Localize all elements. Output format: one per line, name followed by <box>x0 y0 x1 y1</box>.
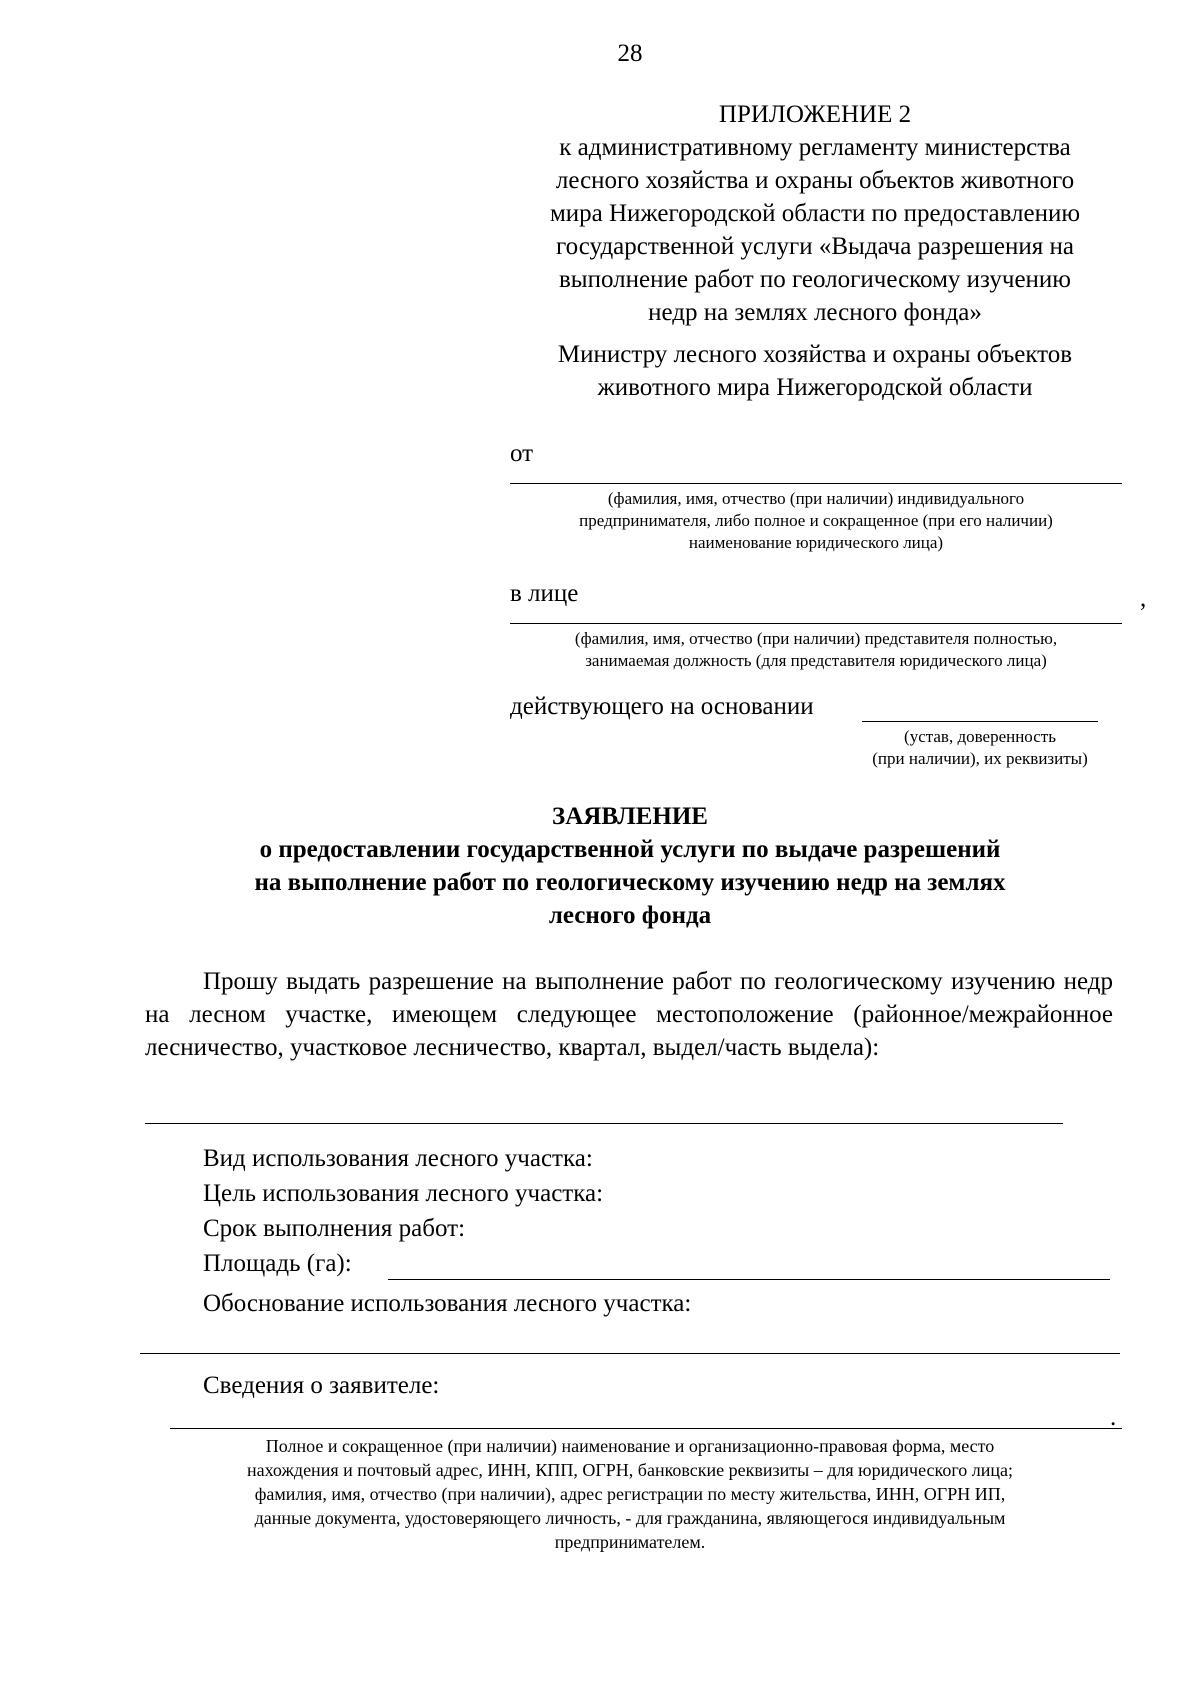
applicant-input-line[interactable] <box>170 1428 1122 1429</box>
annex-line: государственной услуги «Выдача разрешения на <box>556 233 1074 260</box>
footnote-line: фамилия, имя, отчество (при наличии), адрес регистрации по месту жительства, ИНН, ОГРН ИП, <box>254 1484 1006 1504</box>
annex-line: выполнение работ по геологическому изучению <box>559 266 1071 293</box>
heading-line: лесного фонда <box>548 902 712 929</box>
request-paragraph: Прошу выдать разрешение на выполнение работ по геологическому изучению недр на лесном участке, имеющем следующее местоположение (районное/межрайонное лесничество, участковое лесничество, квартал, выдел/часть выдела): <box>145 968 1113 1061</box>
person-input-line[interactable] <box>510 623 1122 624</box>
footnote-line: данные документа, удостоверяющего личность, - для гражданина, являющегося индивидуальным <box>254 1508 1006 1528</box>
basis-caption-line: (устав, доверенность <box>904 727 1056 746</box>
use-type-label: Вид использования лесного участка: <box>203 1145 593 1172</box>
from-caption-line: предпринимателя, либо полное и сокращенное (при его наличии) <box>579 511 1053 530</box>
use-purpose-label: Цель использования лесного участка: <box>203 1180 604 1207</box>
annex-line: недр на землях лесного фонда» <box>648 299 982 326</box>
work-period-label: Срок выполнения работ: <box>203 1215 466 1242</box>
footnote-line: Полное и сокращенное (при наличии) наименование и организационно-правовая форма, место <box>265 1436 995 1456</box>
annex-block <box>505 98 1125 329</box>
from-caption-line: (фамилия, имя, отчество (при наличии) индивидуального <box>607 489 1025 508</box>
person-label: в лице <box>510 580 579 607</box>
person-caption <box>510 628 1122 672</box>
location-input-line[interactable] <box>145 1123 1063 1124</box>
applicant-info-label: Сведения о заявителе: <box>203 1372 440 1399</box>
area-label: Площадь (га): <box>203 1250 352 1277</box>
addressee-line: Министру лесного хозяйства и охраны объектов <box>557 341 1073 368</box>
person-caption-line: (фамилия, имя, отчество (при наличии) представителя полностью, <box>574 629 1058 648</box>
from-label: от <box>510 440 534 467</box>
footnote-line: предпринимателем. <box>554 1532 706 1552</box>
from-caption <box>510 488 1122 554</box>
annex-title: ПРИЛОЖЕНИЕ 2 <box>718 101 912 128</box>
heading-line: на выполнение работ по геологическому изучению недр на землях <box>254 869 1006 896</box>
annex-line: лесного хозяйства и охраны объектов животного <box>555 167 1075 194</box>
justification-input-line[interactable] <box>140 1353 1120 1354</box>
basis-caption <box>830 726 1130 770</box>
from-caption-line: наименование юридического лица) <box>688 533 944 552</box>
from-input-line[interactable] <box>510 483 1122 484</box>
applicant-period: . <box>1110 1404 1117 1431</box>
addressee-line: животного мира Нижегородской области <box>597 374 1033 401</box>
application-heading <box>130 800 1130 932</box>
person-comma: , <box>1140 585 1147 612</box>
justification-label: Обоснование использования лесного участка: <box>203 1290 692 1317</box>
addressee-block <box>505 338 1125 404</box>
basis-input-line[interactable] <box>862 721 1098 722</box>
heading-title: ЗАЯВЛЕНИЕ <box>552 803 708 830</box>
area-input-line[interactable] <box>388 1279 1110 1280</box>
person-caption-line: занимаемая должность (для представителя юридического лица) <box>585 651 1047 670</box>
heading-line: о предоставлении государственной услуги по выдаче разрешений <box>259 836 1001 863</box>
basis-label: действующего на основании <box>510 693 814 720</box>
page-number: 28 <box>617 40 643 67</box>
basis-caption-line: (при наличии), их реквизиты) <box>872 749 1088 768</box>
footnote-line: нахождения и почтовый адрес, ИНН, КПП, ОГРН, банковские реквизиты – для юридического лица; <box>246 1460 1014 1480</box>
annex-line: мира Нижегородской области по предоставлению <box>549 200 1081 227</box>
annex-line: к административному регламенту министерства <box>559 134 1071 161</box>
applicant-footnote <box>140 1434 1120 1554</box>
